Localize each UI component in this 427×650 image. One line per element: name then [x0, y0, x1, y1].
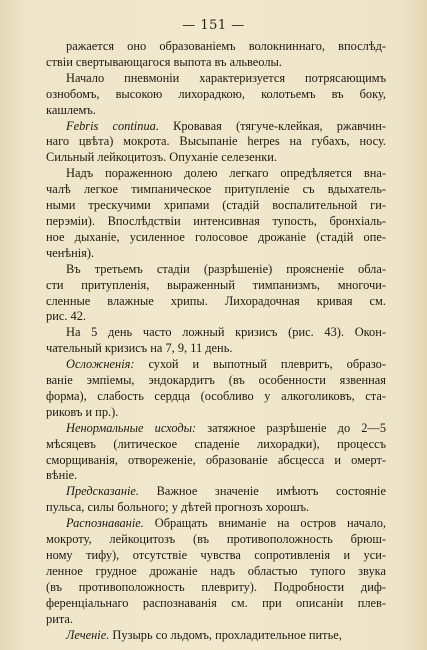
line-text: сти притупленія, выраженный тимпанизмъ, многочи- — [46, 277, 386, 292]
line-text: наго цвѣта) мокрота. Высыпаніе herpes на губахъ, носу. — [46, 134, 386, 149]
text-line — [46, 278, 386, 294]
text-line — [46, 612, 386, 628]
line-text: рис. 42. — [46, 309, 87, 324]
text-line — [46, 484, 386, 500]
line-text: сленные влажные хрипы. Лихорадочная кривая см. — [46, 293, 386, 308]
line-text: ференціальнаго распознаванія см. при описаніи плев- — [46, 595, 386, 610]
line-text: Начало пневмоніи характеризуется потрясающимъ — [66, 70, 386, 85]
line-text: ными трескучими хрипами (стадій воспалительной ги- — [46, 198, 386, 213]
line-text: мокроту, лейкоцитозъ (въ противоположность брюш- — [46, 532, 386, 547]
text-line — [46, 437, 386, 453]
line-text: ленное грудное дрожаніе надъ областью тупого звука — [46, 563, 386, 578]
line-text: пульса, силы больного; у дѣтей прогнозъ хорошъ. — [46, 500, 310, 515]
text-line — [46, 246, 386, 262]
text-line — [46, 453, 386, 469]
text-line — [46, 421, 386, 437]
text-line — [46, 548, 386, 564]
text-line — [46, 55, 386, 71]
paragraph — [46, 421, 386, 485]
paragraph — [46, 262, 386, 326]
text-line — [46, 405, 386, 421]
text-line — [46, 628, 386, 644]
line-text: ченѣнія). — [46, 245, 95, 260]
line-text: ражается оно образованіемъ волокниннаго, впослѣд- — [66, 39, 386, 53]
line-text: Кровавая (тягуче-клейкая, ржавчин- — [158, 118, 386, 133]
text-line — [46, 294, 386, 310]
line-text: ваніе эмпіемы, эндокардитъ (въ особенности язвенная — [46, 373, 386, 388]
text-line — [46, 516, 386, 532]
text-line — [46, 166, 386, 182]
line-text: ному тифу), отсутствіе чувства сопротивленія и уси- — [46, 548, 386, 562]
text-line — [46, 103, 386, 119]
line-text: мѣсяцевъ (литическое спаденіе лихорадки), процессъ — [46, 436, 386, 451]
text-line — [46, 39, 386, 55]
text-line — [46, 309, 386, 325]
line-text: риковъ и пр.). — [46, 404, 119, 419]
paragraph — [46, 357, 386, 421]
line-text: форма), слабость сердца (особливо у алкоголиковъ, ста- — [46, 388, 386, 403]
line-text: Важное значеніе имѣютъ состояніе — [139, 484, 386, 499]
text-line — [46, 150, 386, 166]
line-text: сухой и выпотный плевритъ, образо- — [134, 357, 386, 372]
text-line — [46, 230, 386, 246]
section-heading: Леченіе. — [66, 627, 110, 642]
text-line — [46, 87, 386, 103]
paragraph — [46, 484, 386, 516]
section-heading: Осложненія: — [66, 357, 135, 372]
page-number: — 151 — — [182, 18, 245, 33]
line-text: рита. — [46, 611, 73, 626]
line-text: На 5 день часто ложный кризисъ (рис. 43). Окон- — [66, 325, 386, 340]
text-line — [46, 564, 386, 580]
paragraph — [46, 628, 386, 644]
text-line — [46, 532, 386, 548]
text-line — [46, 357, 386, 373]
paragraph — [46, 516, 386, 627]
line-text: (въ противоположность плевриту). Подробности диф- — [46, 579, 386, 594]
page-body-text — [46, 39, 386, 643]
line-text: Сильный лейкоцитозъ. Опуханіе селезенки. — [46, 150, 278, 165]
line-text: затяжное разрѣшеніе до 2—5 — [196, 420, 387, 435]
section-heading: Распознаваніе. — [66, 516, 144, 531]
paragraph — [46, 71, 386, 119]
text-line — [46, 182, 386, 198]
text-line — [46, 71, 386, 87]
text-line — [46, 341, 386, 357]
line-text: Надъ пораженною долею легкаго опредѣляется вна- — [66, 166, 386, 181]
section-heading: Febris continua. — [66, 118, 159, 133]
text-line — [46, 262, 386, 278]
text-line — [46, 596, 386, 612]
text-line — [46, 580, 386, 596]
line-text: чалѣ легкое тимпаническое притупленіе съ вдыхатель- — [46, 182, 386, 197]
paragraph — [46, 119, 386, 167]
paragraph — [46, 166, 386, 261]
paragraph — [46, 39, 386, 71]
section-heading: Предсказаніе. — [66, 484, 140, 499]
line-text: вѣніе. — [46, 468, 78, 483]
text-line — [46, 373, 386, 389]
text-line — [46, 134, 386, 150]
line-text: ствіи свертывающагося выпота въ альвеолы. — [46, 54, 282, 69]
line-text: Пузырь со льдомъ, прохладительное питье, — [109, 627, 342, 642]
line-text: Обращать вниманіе на остров начало, — [143, 516, 386, 531]
line-text: чательный кризисъ на 7, 9, 11 день. — [46, 341, 233, 356]
text-line — [46, 198, 386, 214]
line-text: перэміи). Впослѣдствіи интенсивная тупость, бронхіаль- — [46, 213, 386, 228]
text-line — [46, 500, 386, 516]
section-heading: Ненормальные исходы: — [66, 420, 197, 435]
line-text: кашлемъ. — [46, 102, 96, 117]
text-line — [46, 389, 386, 405]
line-text: Въ третьемъ стадіи (разрѣшеніе) проясненіе обла- — [66, 261, 386, 276]
line-text: сморщиванія, отвореженіе, образованіе абсцесса и омерт- — [46, 452, 386, 467]
text-line — [46, 119, 386, 135]
line-text: ное дыханіе, усиленное голосовое дрожаніе (стадій опе- — [46, 229, 386, 244]
paragraph — [46, 325, 386, 357]
text-line — [46, 325, 386, 341]
text-line — [46, 468, 386, 484]
text-line — [46, 214, 386, 230]
line-text: ознобомъ, высокою лихорадкою, колотьемъ въ боку, — [46, 86, 386, 101]
